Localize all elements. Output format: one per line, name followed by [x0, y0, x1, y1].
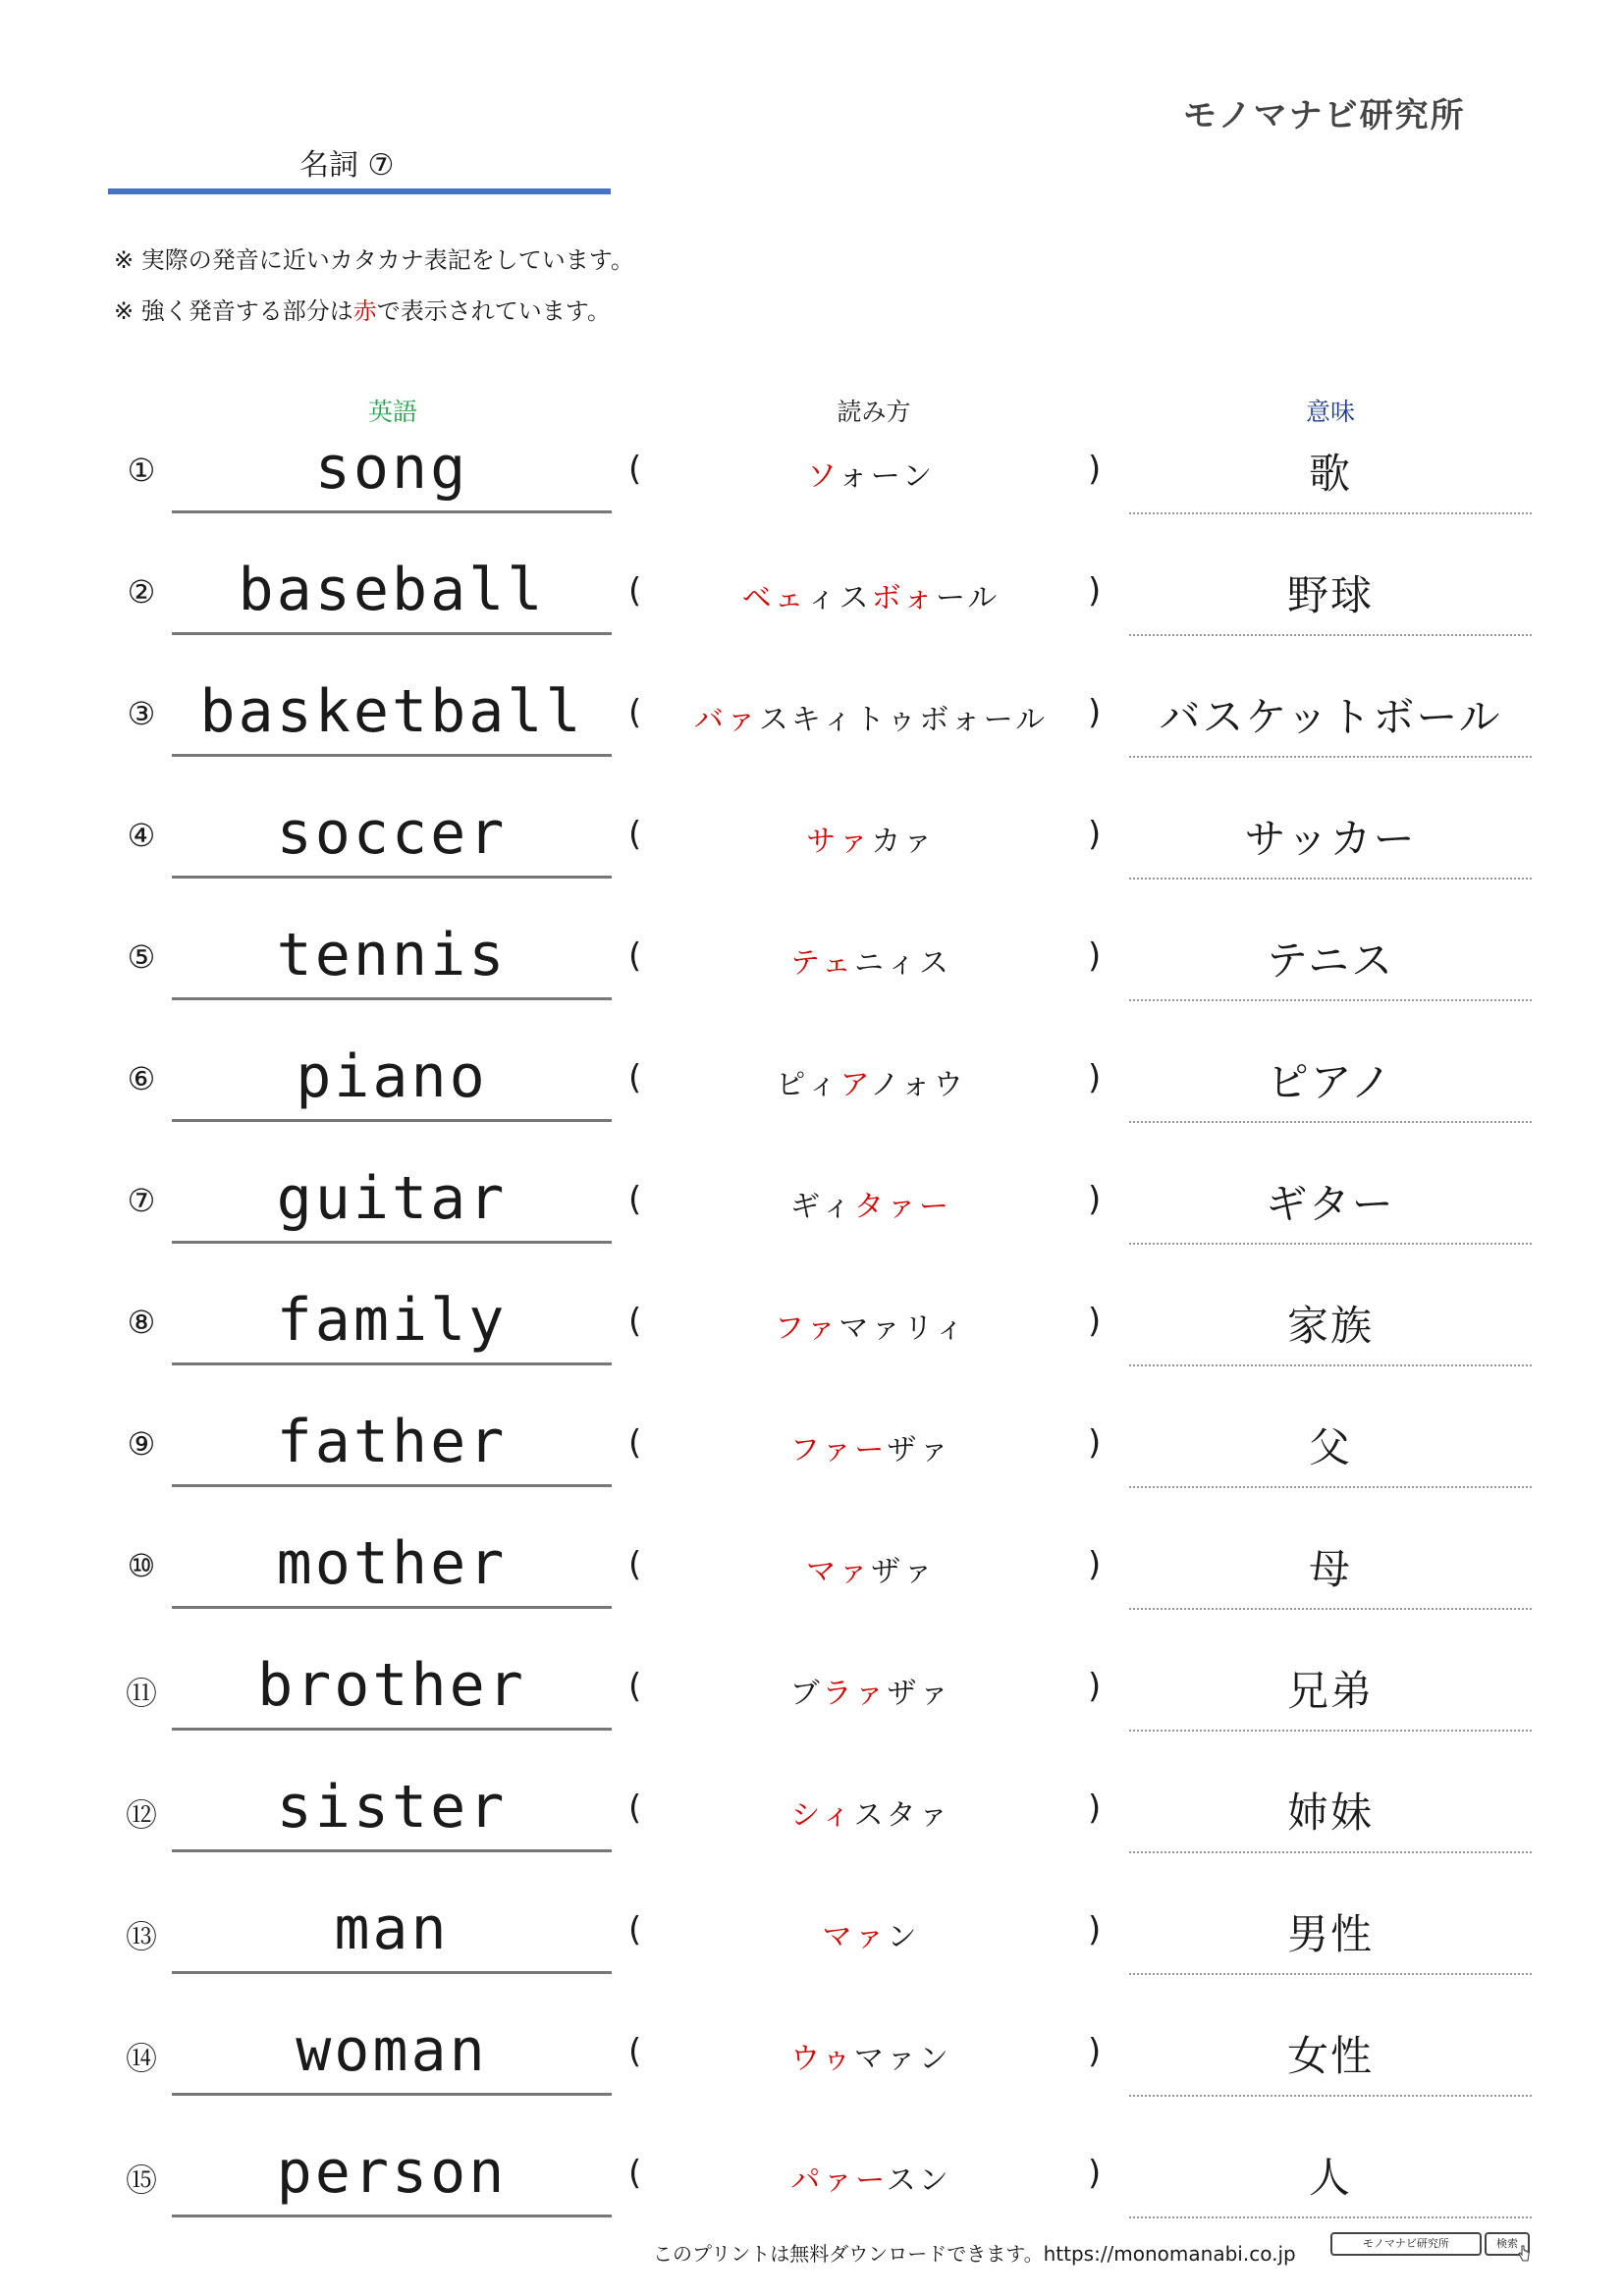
meaning-dotted-line	[1129, 1730, 1532, 1732]
reading-stressed: パァー	[790, 2163, 887, 2198]
meaning-dotted-line	[1129, 999, 1532, 1001]
paren-close: )	[1088, 815, 1102, 854]
row-number: ⑦	[127, 1182, 156, 1219]
japanese-meaning: サッカー	[1244, 815, 1417, 863]
row-number: ⑥	[127, 1060, 156, 1097]
vocab-row	[0, 1751, 1624, 1873]
reading-plain: ピィ	[776, 1068, 840, 1102]
japanese-meaning: バスケットボール	[1159, 693, 1502, 741]
english-word: guitar	[276, 1164, 508, 1233]
paren-close: )	[1088, 1545, 1102, 1584]
english-word: woman	[296, 2016, 488, 2085]
reading-plain: ニィス	[854, 946, 952, 981]
brand-logo: モノマナビ研究所	[1183, 96, 1466, 135]
reading-plain: ィス	[806, 581, 872, 615]
katakana-reading	[660, 1790, 1082, 1834]
meaning-dotted-line	[1129, 1851, 1532, 1853]
vocab-row	[0, 899, 1624, 1021]
row-number: ③	[127, 695, 156, 732]
meaning-dotted-line	[1129, 634, 1532, 636]
reading-stressed: ソ	[806, 459, 839, 494]
paren-open: (	[628, 1910, 642, 1949]
japanese-meaning: 男性	[1286, 1910, 1374, 1958]
japanese-meaning: テニス	[1266, 936, 1395, 985]
note-stress-after: で表示されています。	[376, 297, 611, 325]
reading-stressed: バァ	[693, 703, 759, 737]
japanese-meaning: ピアノ	[1267, 1058, 1394, 1106]
row-number: ②	[127, 573, 156, 611]
paren-open: (	[628, 1302, 642, 1341]
word-underline	[172, 1241, 612, 1244]
paren-open: (	[628, 2032, 642, 2071]
reading-plain: スキィトゥボォール	[758, 703, 1049, 737]
english-word: mother	[276, 1529, 508, 1598]
paren-close: )	[1088, 1058, 1102, 1097]
english-word: sister	[276, 1773, 508, 1842]
reading-plain: ギィ	[789, 1190, 855, 1224]
english-word: soccer	[276, 799, 508, 868]
meaning-dotted-line	[1129, 1364, 1532, 1366]
reading-stressed: サァ	[806, 825, 872, 859]
word-underline	[172, 1728, 612, 1731]
paren-close: )	[1088, 1910, 1102, 1949]
meaning-dotted-line	[1129, 1608, 1532, 1610]
english-word: song	[314, 434, 469, 503]
paren-close: )	[1088, 1667, 1102, 1706]
paren-open: (	[628, 1545, 642, 1584]
japanese-meaning: ギター	[1266, 1180, 1395, 1228]
vocab-row	[0, 1873, 1624, 1995]
vocab-row	[0, 2116, 1624, 2238]
reading-stressed: シィ	[790, 1798, 854, 1833]
meaning-dotted-line	[1129, 756, 1532, 758]
word-underline	[172, 632, 612, 635]
word-underline	[172, 1606, 612, 1609]
japanese-meaning: 家族	[1286, 1302, 1374, 1350]
reading-stressed: マァ	[806, 1555, 871, 1589]
meaning-dotted-line	[1129, 1973, 1532, 1975]
paren-open: (	[628, 2154, 642, 2193]
paren-close: )	[1088, 1302, 1102, 1341]
row-number: ⑩	[127, 1547, 156, 1584]
japanese-meaning: 人	[1308, 2154, 1352, 2202]
column-header-reading: 読み方	[837, 398, 911, 426]
paren-open: (	[628, 936, 642, 976]
reading-plain: ザァ	[871, 1555, 936, 1589]
row-number: ⑫	[125, 1796, 157, 1834]
vocab-row	[0, 534, 1624, 656]
reading-stressed: ア	[839, 1068, 871, 1102]
katakana-reading	[660, 817, 1082, 860]
japanese-meaning: 姉妹	[1286, 1789, 1374, 1837]
paren-close: )	[1088, 571, 1102, 611]
word-underline	[172, 1362, 612, 1365]
english-word: father	[276, 1408, 508, 1476]
paren-open: (	[628, 571, 642, 611]
reading-stressed: タァー	[854, 1190, 952, 1224]
column-header-meaning: 意味	[1305, 398, 1355, 426]
reading-plain: ン	[887, 1920, 920, 1954]
japanese-meaning: 歌	[1308, 450, 1352, 498]
footer-search-box: モノマナビ研究所	[1330, 2232, 1482, 2256]
english-word: person	[276, 2138, 508, 2207]
row-number: ⑪	[125, 1675, 157, 1712]
katakana-reading	[660, 1425, 1082, 1468]
katakana-reading	[660, 1912, 1082, 1955]
word-underline	[172, 1971, 612, 1974]
row-number: ⑧	[127, 1304, 156, 1341]
english-word: tennis	[276, 921, 508, 989]
row-number: ⑨	[127, 1425, 156, 1463]
row-number: ⑮	[125, 2162, 157, 2199]
hand-cursor-icon	[1518, 2245, 1530, 2263]
paren-open: (	[628, 815, 642, 854]
reading-stressed: ベェ	[741, 581, 807, 615]
japanese-meaning: 母	[1308, 1545, 1352, 1593]
japanese-meaning: 父	[1308, 1423, 1352, 1471]
english-word: piano	[296, 1042, 488, 1111]
katakana-reading	[660, 1060, 1082, 1103]
row-number: ⑬	[125, 1918, 157, 1955]
english-word: brother	[257, 1651, 526, 1720]
paren-close: )	[1088, 1789, 1102, 1828]
vocab-row	[0, 777, 1624, 899]
note-stress-before: ※ 強く発音する部分は	[114, 297, 353, 325]
row-number: ⑤	[127, 938, 156, 976]
reading-stressed: ファ	[774, 1311, 839, 1346]
katakana-reading	[660, 1669, 1082, 1712]
katakana-reading	[660, 2034, 1082, 2077]
paren-close: )	[1088, 936, 1102, 976]
reading-plain: カァ	[871, 825, 936, 859]
paren-close: )	[1088, 1180, 1102, 1219]
english-word: baseball	[238, 556, 546, 624]
reading-plain: スタァ	[853, 1798, 951, 1833]
reading-plain: マァン	[853, 2042, 951, 2076]
paren-close: )	[1088, 450, 1102, 489]
meaning-dotted-line	[1129, 1486, 1532, 1488]
row-number: ④	[127, 817, 156, 854]
reading-plain: ノォウ	[870, 1068, 966, 1102]
footer-search-button: 検索	[1485, 2232, 1530, 2256]
note-stress-red: 赤	[352, 297, 377, 325]
reading-plain: ール	[936, 581, 1001, 615]
column-header-english: 英語	[367, 398, 417, 426]
katakana-reading	[660, 695, 1082, 738]
katakana-reading	[660, 452, 1082, 495]
paren-close: )	[1088, 693, 1102, 732]
meaning-dotted-line	[1129, 878, 1532, 880]
paren-open: (	[628, 1423, 642, 1463]
word-underline	[172, 997, 612, 1000]
footer-text: このプリントは無料ダウンロードできます。https://monomanabi.co.jp	[653, 2242, 1296, 2266]
row-number: ①	[127, 452, 156, 489]
word-underline	[172, 2215, 612, 2217]
word-underline	[172, 1119, 612, 1122]
katakana-reading	[660, 573, 1082, 616]
word-underline	[172, 1849, 612, 1852]
paren-close: )	[1088, 2032, 1102, 2071]
note-stress	[114, 292, 611, 326]
word-underline	[172, 510, 612, 513]
katakana-reading	[660, 938, 1082, 982]
paren-open: (	[628, 450, 642, 489]
reading-plain: スン	[886, 2163, 951, 2198]
vocab-row	[0, 1264, 1624, 1386]
meaning-dotted-line	[1129, 512, 1532, 514]
paren-close: )	[1088, 1423, 1102, 1463]
paren-close: )	[1088, 2154, 1102, 2193]
vocab-row	[0, 1508, 1624, 1629]
row-number: ⑭	[125, 2040, 157, 2077]
japanese-meaning: 兄弟	[1286, 1667, 1374, 1715]
title-underline	[108, 188, 611, 194]
reading-plain: マァリィ	[839, 1311, 968, 1346]
reading-plain: ブ	[789, 1677, 823, 1711]
reading-stressed: ウゥ	[790, 2042, 854, 2076]
japanese-meaning: 野球	[1286, 571, 1374, 619]
reading-stressed: ラァ	[822, 1677, 888, 1711]
reading-stressed: ボォ	[871, 581, 936, 615]
word-underline	[172, 2093, 612, 2096]
vocab-row	[0, 656, 1624, 777]
reading-stressed: ファー	[789, 1433, 888, 1468]
vocab-row	[0, 412, 1624, 534]
meaning-dotted-line	[1129, 1243, 1532, 1245]
reading-stressed: テェ	[789, 946, 855, 981]
note-katakana: ※ 実際の発音に近いカタカナ表記をしています。	[114, 246, 634, 274]
vocab-row	[0, 1629, 1624, 1751]
english-word: basketball	[199, 677, 584, 746]
meaning-dotted-line	[1129, 2095, 1532, 2097]
vocab-row	[0, 1143, 1624, 1264]
reading-stressed: マァ	[822, 1920, 888, 1954]
meaning-dotted-line	[1129, 2216, 1532, 2218]
page-title: 名詞 ⑦	[299, 148, 395, 183]
katakana-reading	[660, 1547, 1082, 1590]
english-word: man	[334, 1895, 450, 1963]
paren-open: (	[628, 1180, 642, 1219]
reading-plain: ォーン	[838, 459, 936, 494]
word-underline	[172, 754, 612, 757]
katakana-reading	[660, 1304, 1082, 1347]
reading-plain: ザァ	[887, 1677, 952, 1711]
meaning-dotted-line	[1129, 1121, 1532, 1123]
paren-open: (	[628, 1667, 642, 1706]
vocab-row	[0, 1021, 1624, 1143]
japanese-meaning: 女性	[1286, 2032, 1374, 2080]
word-underline	[172, 876, 612, 879]
paren-open: (	[628, 1789, 642, 1828]
katakana-reading	[660, 1182, 1082, 1225]
word-underline	[172, 1484, 612, 1487]
paren-open: (	[628, 693, 642, 732]
english-word: family	[276, 1286, 508, 1355]
katakana-reading	[660, 2156, 1082, 2199]
paren-open: (	[628, 1058, 642, 1097]
reading-plain: ザァ	[887, 1433, 952, 1468]
vocab-row	[0, 1386, 1624, 1508]
vocab-row	[0, 1995, 1624, 2116]
